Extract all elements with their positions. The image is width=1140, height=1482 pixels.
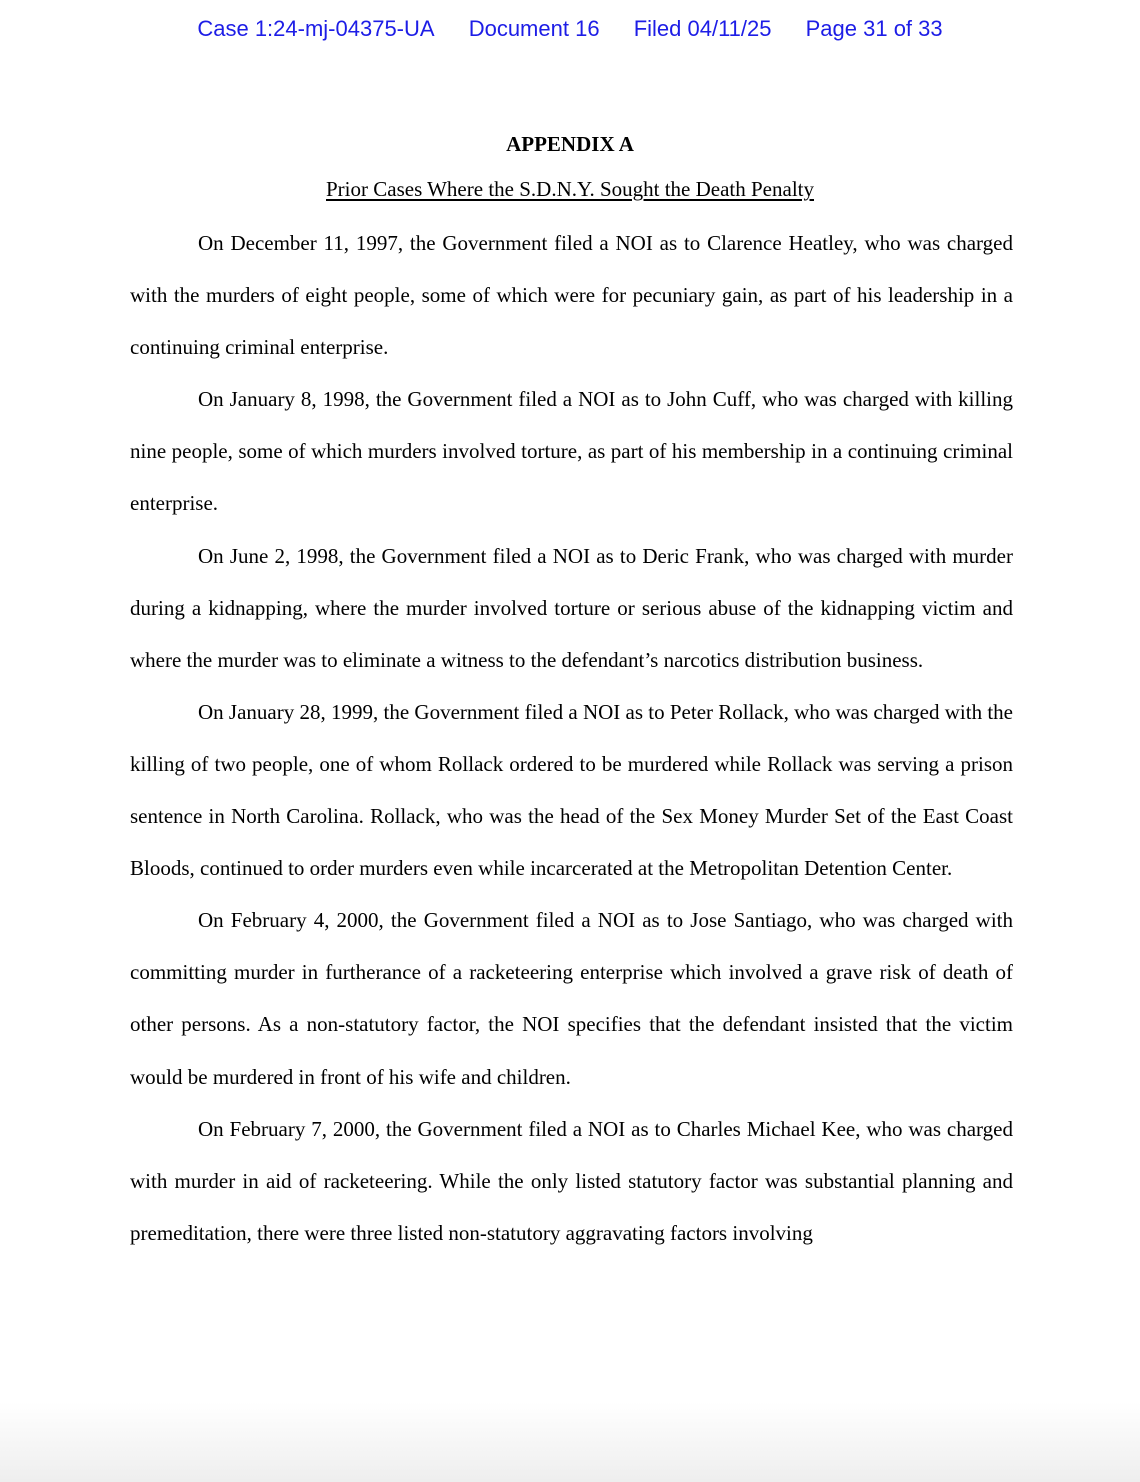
document-number: Document 16 [468, 16, 600, 41]
filed-date: Filed 04/11/25 [633, 16, 772, 41]
paragraph: On February 4, 2000, the Government filed a NOI as to Jose Santiago, who was charged with committing murder in furtherance of a racketeering enterprise which involved a grave risk of death of other persons. As a non-statutory factor, the NOI specifies that the defendant insisted that the victim would be murdered in front of his wife and children. [130, 908, 1013, 1089]
paragraph: On February 7, 2000, the Government filed a NOI as to Charles Michael Kee, who was charged with murder in aid of racketeering. While the only listed statutory factor was substantial planning and premeditation, there were three listed non-statutory aggravating factors involving [130, 1116, 1013, 1245]
ecf-header [0, 16, 1140, 42]
paragraph: On June 2, 1998, the Government filed a NOI as to Deric Frank, who was charged with murder during a kidnapping, where the murder involved torture or serious abuse of the kidnapping victim and where the murder was to eliminate a witness to the defendant’s narcotics distribution business. [130, 543, 1013, 672]
paragraph: On December 11, 1997, the Government filed a NOI as to Clarence Heatley, who was charged with the murders of eight people, some of which were for pecuniary gain, as part of his leadership in a continuing criminal enterprise. [130, 231, 1013, 360]
page-bottom-shade [0, 1402, 1140, 1482]
paragraph: On January 8, 1998, the Government filed a NOI as to John Cuff, who was charged with killing nine people, some of which murders involved torture, as part of his membership in a continuing criminal enterprise. [130, 387, 1013, 516]
body-text [130, 217, 1013, 1259]
appendix-title: APPENDIX A [506, 132, 634, 156]
page-number: Page 31 of 33 [805, 16, 943, 41]
paragraph: On January 28, 1999, the Government filed a NOI as to Peter Rollack, who was charged with the killing of two people, one of whom Rollack ordered to be murdered while Rollack was serving a prison sentence in North Carolina. Rollack, who was the head of the Sex Money Murder Set of the East Coast Bloods, continued to order murders even while incarcerated at the Metropolitan Detention Center. [130, 699, 1013, 881]
subtitle-text: Prior Cases Where the S.D.N.Y. Sought the Death Penalty [326, 177, 814, 201]
appendix-subtitle [0, 177, 1140, 202]
case-number: Case 1:24-mj-04375-UA [197, 16, 435, 41]
